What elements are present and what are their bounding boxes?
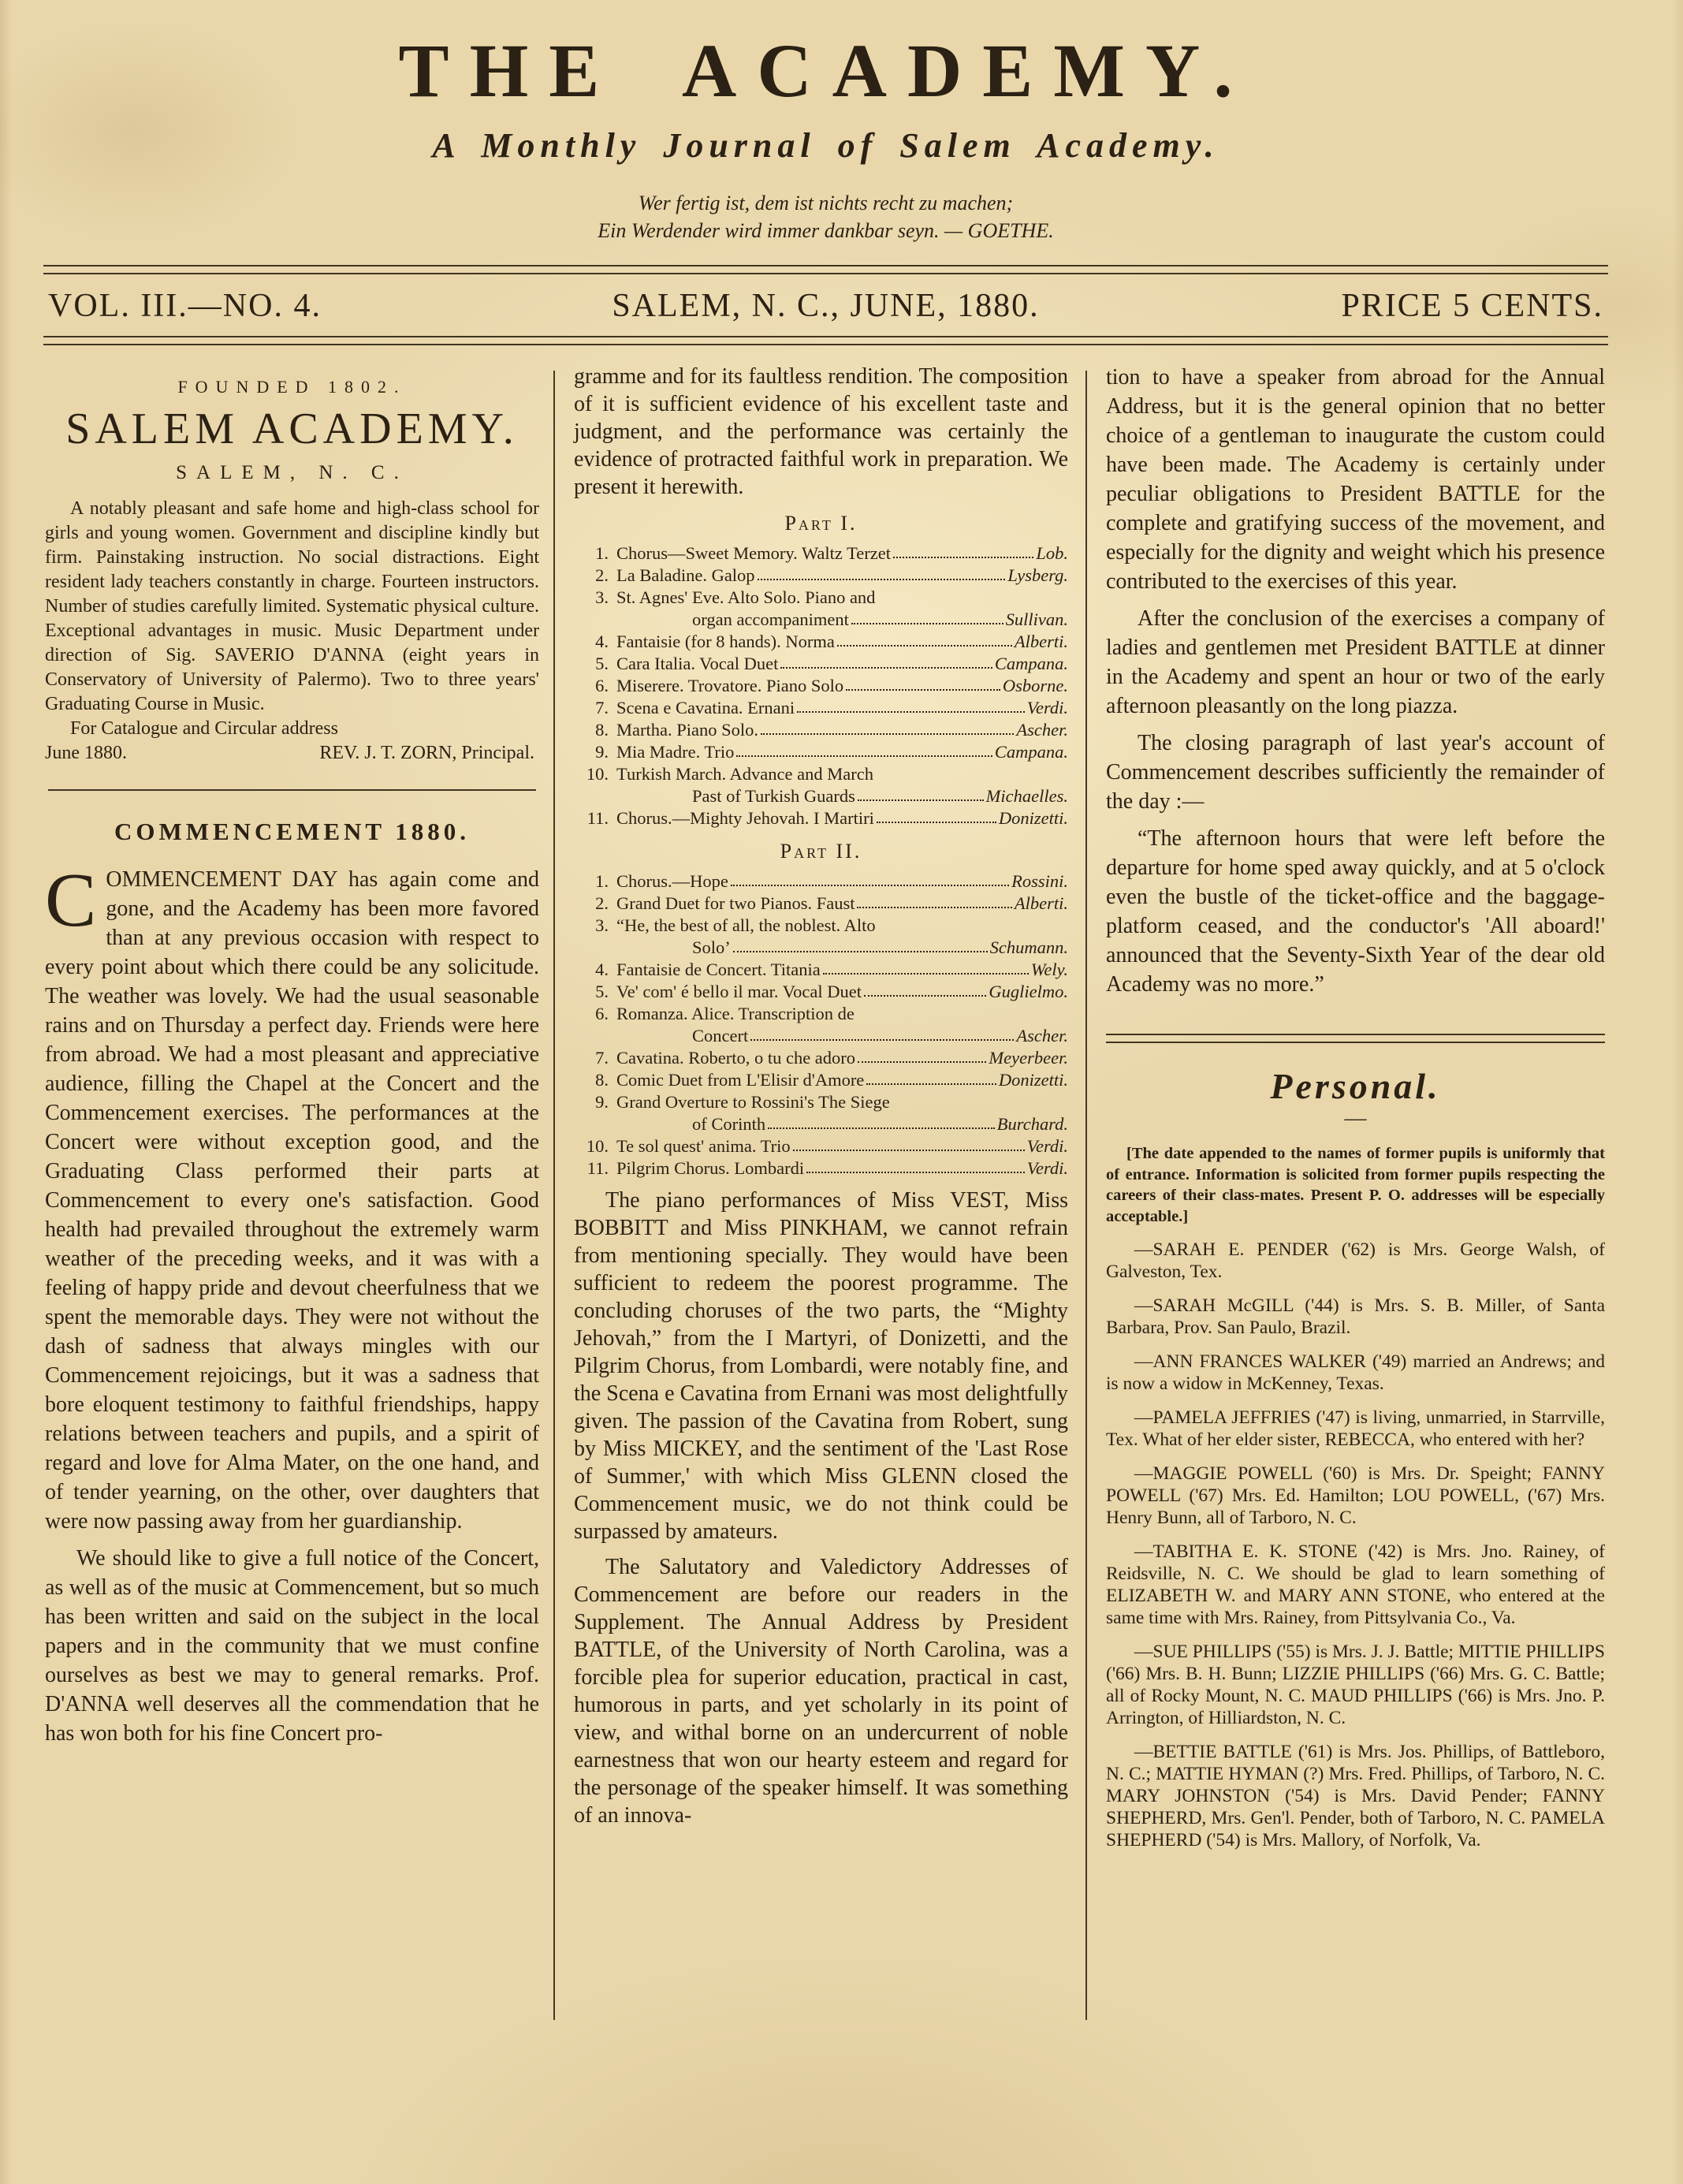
program-item-continuation: Past of Turkish Guards Michaelles. [692, 786, 1068, 806]
section-rule [48, 789, 536, 791]
personal-item: —PAMELA JEFFRIES ('47) is living, unmarried, in Starrville, Tex. What of her elder sister, REBECCA, who entered with her? [1106, 1407, 1605, 1450]
program-item: 7. Cavatina. Roberto, o tu che adoro Meyerbeer. [595, 1048, 1068, 1068]
concert-programme-part1 [574, 542, 1068, 829]
program-item: 2. Grand Duet for two Pianos. Faust Alberti. [595, 893, 1068, 913]
review-paragraph: After the conclusion of the exercises a company of ladies and gentlemen met President BATTLE at dinner in the Academy and spent an hour or two of the early afternoon pleasantly on the long piazza. [1106, 606, 1605, 718]
review-paragraph: tion to have a speaker from abroad for the Annual Address, but it is the general opinion that no better choice of a gentleman to inaugurate the custom could have been made. The Academy is certainly under peculiar obligations to President BATTLE for the complete and gratifying success of the movement, and especially for the dignity and weight which his presence contributed to the exercises of this year. [1106, 365, 1605, 594]
dot-leader [793, 1150, 1025, 1151]
advert-principal: REV. J. T. ZORN, Principal. [319, 743, 534, 763]
advert-location: SALEM, N. C. [176, 462, 408, 483]
column-middle [553, 350, 1085, 1851]
programme-part1-heading: Part I. [784, 512, 858, 535]
program-item: 6. Miserere. Trovatore. Piano Solo Osborne. [595, 676, 1068, 695]
article-heading: COMMENCEMENT 1880. [114, 818, 471, 845]
review-paragraph: “The afternoon hours that were left before the departure for home sped away quickly, and at 5 o'clock even the bustle of the ticket-office and the baggage-platform ceased, and the conductor's 'All aboard!' announced that the Seventy-Sixth Year of the dear old Academy was no more.” [1106, 826, 1605, 997]
advert-catalogue-line: For Catalogue and Circular address [70, 718, 338, 739]
price: PRICE 5 CENTS. [1341, 288, 1603, 324]
personal-item: —SARAH McGILL ('44) is Mrs. S. B. Miller, of Santa Barbara, Prov. San Paulo, Brazil. [1106, 1295, 1605, 1338]
dot-leader [858, 799, 984, 801]
program-item: 10. Turkish March. Advance and March [586, 764, 873, 784]
dot-leader [758, 579, 1006, 580]
personal-item: —ANN FRANCES WALKER ('49) married an Andrews; and is now a widow in McKenney, Texas. [1106, 1351, 1605, 1394]
dot-leader [823, 973, 1029, 975]
column-right [1085, 350, 1608, 1851]
article-paragraph: gramme and for its faultless rendition. The composition of it is sufficient evidence of his excellent taste and judgment, and the performance was certainly the evidence of protracted faithful work in preparation. We present it herewith. [574, 364, 1068, 499]
personal-item: —SARAH E. PENDER ('62) is Mrs. George Walsh, of Galveston, Tex. [1106, 1239, 1605, 1282]
dot-leader [768, 1127, 995, 1129]
personal-item: —MAGGIE POWELL ('60) is Mrs. Dr. Speight; FANNY POWELL ('67) Mrs. Ed. Hamilton; LOU POWELL, ('67) Mrs. Henry Bunn, all of Tarboro, N. C. [1106, 1463, 1605, 1528]
program-item: 1. Chorus.—Hope Rossini. [595, 871, 1068, 891]
program-item: 11. Pilgrim Chorus. Lombardi Verdi. [586, 1158, 1068, 1178]
page-subtitle: A Monthly Journal of Salem Academy. [432, 126, 1219, 165]
dot-leader [731, 885, 1009, 886]
masthead [43, 27, 1608, 345]
review-paragraph: The piano performances of Miss VEST, Miss BOBBITT and Miss PINKHAM, we cannot refrain from mentioning specially. They would have been sufficient to redeem the poorest programme. The concluding choruses of the two parts, the “Mighty Jehovah,” from the I Martyri, of Donizetti, and the Pilgrim Chorus, from Lombardi, were notably fine, and the Scena e Cavatina from Ernani was most delightfully given. The passion of the Cavatina from Robert, sung by Miss MICKEY, and the sentiment of the 'Last Rose of Summer,' with which Miss GLENN closed the Commencement music, we do not think could be surpassed by amateurs. [574, 1188, 1068, 1544]
program-item: 5. Cara Italia. Vocal Duet Campana. [595, 654, 1068, 673]
place-date: SALEM, N. C., JUNE, 1880. [612, 288, 1040, 324]
double-rule [1106, 1034, 1605, 1043]
advert-school-name: SALEM ACADEMY. [65, 404, 519, 453]
double-rule [43, 265, 1608, 274]
masthead-row [43, 274, 1608, 336]
program-item: 3. St. Agnes' Eve. Alto Solo. Piano and [595, 587, 876, 607]
personal-item: —SUE PHILLIPS ('55) is Mrs. J. J. Battle; MITTIE PHILLIPS ('66) Mrs. B. H. Bunn; LIZZIE PHILLIPS ('66) Mrs. G. C. Battle; all of Rocky Mount, N. C. MAUD PHILLIPS ('66) is Mrs. Jno. P. Arrington, of Hilliardston, N. C. [1106, 1642, 1605, 1728]
epigraph-line-1: Wer fertig ist, dem ist nichts recht zu machen; [638, 192, 1014, 214]
dot-leader [866, 1083, 996, 1085]
personal-note: [The date appended to the names of former pupils is uniformly that of entrance. Information is solicited from former pupils respecting the careers of their class-mates. Present P. O. addresses will be especially acceptable.] [1106, 1145, 1605, 1225]
program-item: 1. Chorus—Sweet Memory. Waltz Terzet Lob. [595, 543, 1068, 563]
program-item-continuation: of Corinth Burchard. [692, 1114, 1068, 1134]
volume-number: VOL. III.—NO. 4. [48, 288, 322, 324]
dot-leader [761, 733, 1014, 735]
program-item: 9. Grand Overture to Rossini's The Siege [595, 1092, 890, 1112]
advert-date: June 1880. [45, 743, 127, 763]
dot-leader [736, 755, 992, 757]
programme-part2-heading: Part II. [780, 840, 862, 863]
dot-leader [877, 822, 996, 823]
dot-leader [780, 667, 992, 669]
program-item: 9. Mia Madre. Trio Campana. [595, 742, 1068, 762]
program-item: 11. Chorus.—Mighty Jehovah. I Martiri Donizetti. [586, 808, 1068, 828]
dot-leader [837, 645, 1012, 647]
program-item: 8. Comic Duet from L'Elisir d'Amore Donizetti. [595, 1070, 1068, 1090]
dot-leader [806, 1172, 1025, 1173]
dot-leader [750, 1039, 1014, 1041]
program-item: 6. Romanza. Alice. Transcription de [595, 1004, 855, 1023]
program-item-continuation: organ accompaniment Sullivan. [692, 609, 1068, 629]
dot-leader [733, 951, 988, 952]
personal-item: —TABITHA E. K. STONE ('42) is Mrs. Jno. Rainey, of Reidsville, N. C. We should be glad to learn something of ELIZABETH W. and MARY ANN STONE, who entered at the same time with Mrs. Rainey, from Pittsylvania Co., Va. [1106, 1541, 1605, 1628]
epigraph [43, 189, 1608, 244]
dot-leader [846, 689, 1000, 691]
advert-body: A notably pleasant and safe home and high-class school for girls and young women. Government and discipline kindly but firm. Painstaking instruction. No social distractions. Eight resident lady teachers constantly in charge. Fourteen instructors. Number of studies carefully limited. Systematic physical culture. Exceptional advantages in music. Music Department under direction of Sig. SAVERIO D'ANNA (eight years in Conservatory of University of Palermo). Two to three years' Graduating Course in Music. [45, 498, 539, 714]
personal-item: —BETTIE BATTLE ('61) is Mrs. Jos. Phillips, of Battleboro, N. C.; MATTIE HYMAN (?) Mrs. Fred. Phillips, of Tarboro, N. C. MARY JOHNSTON ('54) is Mrs. David Pender; FANNY SHEPHERD, Mrs. Gen'l. Pender, both of Tarboro, N. C. PAMELA SHEPHERD ('54) is Mrs. Mallory, of Norfolk, Va. [1106, 1742, 1605, 1850]
program-item: 3. “He, the best of all, the noblest. Alto [595, 915, 876, 935]
heading-dash: — [1344, 1106, 1367, 1131]
advert-signature [45, 741, 539, 766]
personal-section [1106, 1034, 1605, 1851]
advert-founded: FOUNDED 1802. [177, 377, 407, 397]
program-item: 5. Ve' com' é bello il mar. Vocal Duet Guglielmo. [595, 982, 1068, 1001]
program-item: 10. Te sol quest' anima. Trio Verdi. [586, 1136, 1068, 1156]
review-paragraph: The closing paragraph of last year's account of Commencement describes sufficiently the remainder of the day :— [1106, 731, 1605, 814]
commencement-article [45, 818, 539, 1748]
article-paragraph: We should like to give a full notice of the Concert, as well as of the music at Commencement, but so much has been written and said on the subject in the local papers and in the community that we must confine ourselves as best we may to general remarks. Prof. D'ANNA well deserves all the commendation that he has won both for his fine Concert pro- [45, 1546, 539, 1746]
review-paragraph: The Salutatory and Valedictory Addresses of Commencement are before our readers in the Supplement. The Annual Address by President BATTLE, of the University of North Carolina, was a forcible plea for superior education, practical in cast, humorous in parts, and yet scholarly in its point of view, and withal borne on an undercurrent of noble earnestness that won our hearty esteem and regard for the personage of the speaker himself. It was something of an innova- [574, 1555, 1068, 1828]
dot-leader [797, 711, 1025, 713]
personal-heading: Personal. [1270, 1066, 1441, 1106]
dot-leader [851, 623, 1003, 624]
program-item: 7. Scena e Cavatina. Ernani Verdi. [595, 698, 1068, 717]
program-item-continuation: Concert Ascher. [692, 1026, 1068, 1045]
dot-leader [858, 1061, 986, 1063]
program-item: 4. Fantaisie (for 8 hands). Norma Alberti. [595, 632, 1068, 651]
program-item: 8. Martha. Piano Solo. Ascher. [595, 720, 1068, 740]
salem-academy-advertisement [45, 356, 539, 766]
concert-programme-part2 [574, 870, 1068, 1179]
dot-leader [857, 907, 1011, 908]
double-rule [43, 336, 1608, 345]
epigraph-line-2: Ein Werdender wird immer dankbar seyn. — GOETHE. [598, 219, 1054, 242]
program-item-continuation: Solo’ Schumann. [692, 937, 1068, 957]
column-left [43, 350, 553, 1851]
dot-leader [893, 557, 1033, 558]
program-item: 2. La Baladine. Galop Lysberg. [595, 565, 1068, 585]
page-columns [43, 350, 1608, 1851]
page-title: THE ACADEMY. [398, 28, 1253, 113]
program-item: 4. Fantaisie de Concert. Titania Wely. [595, 960, 1068, 979]
article-paragraph: COMMENCEMENT DAY has again come and gone, and the Academy has been more favored than at any previous occasion with respect to every point about which there could be any solicitude. The weather was lovely. We had the usual seasonable rains and on Thursday a perfect day. Friends were here from abroad. We had a most pleasant and appreciative audience, filling the Chapel at the Concert and the Commencement exercises. The performances at the Concert were without exception good, and the Graduating Class performed their parts at Commencement to every one's satisfaction. Good health had prevailed throughout the extremely warm weather of the preceding weeks, and it was with a feeling of happy pride and devout cheerfulness that we spent the memorable days. They were not without the dash of sadness that always mingles with our Commencement rejoicings, but it was a sadness that bore eloquent testimony to faithful friendships, happy relations between teachers and pupils, and a spirit of regard and love for Alma Mater, on the one hand, and of tender yearning, on the other, over daughters that were now passing away from her guardianship. [45, 858, 539, 1534]
dot-leader [864, 995, 986, 997]
